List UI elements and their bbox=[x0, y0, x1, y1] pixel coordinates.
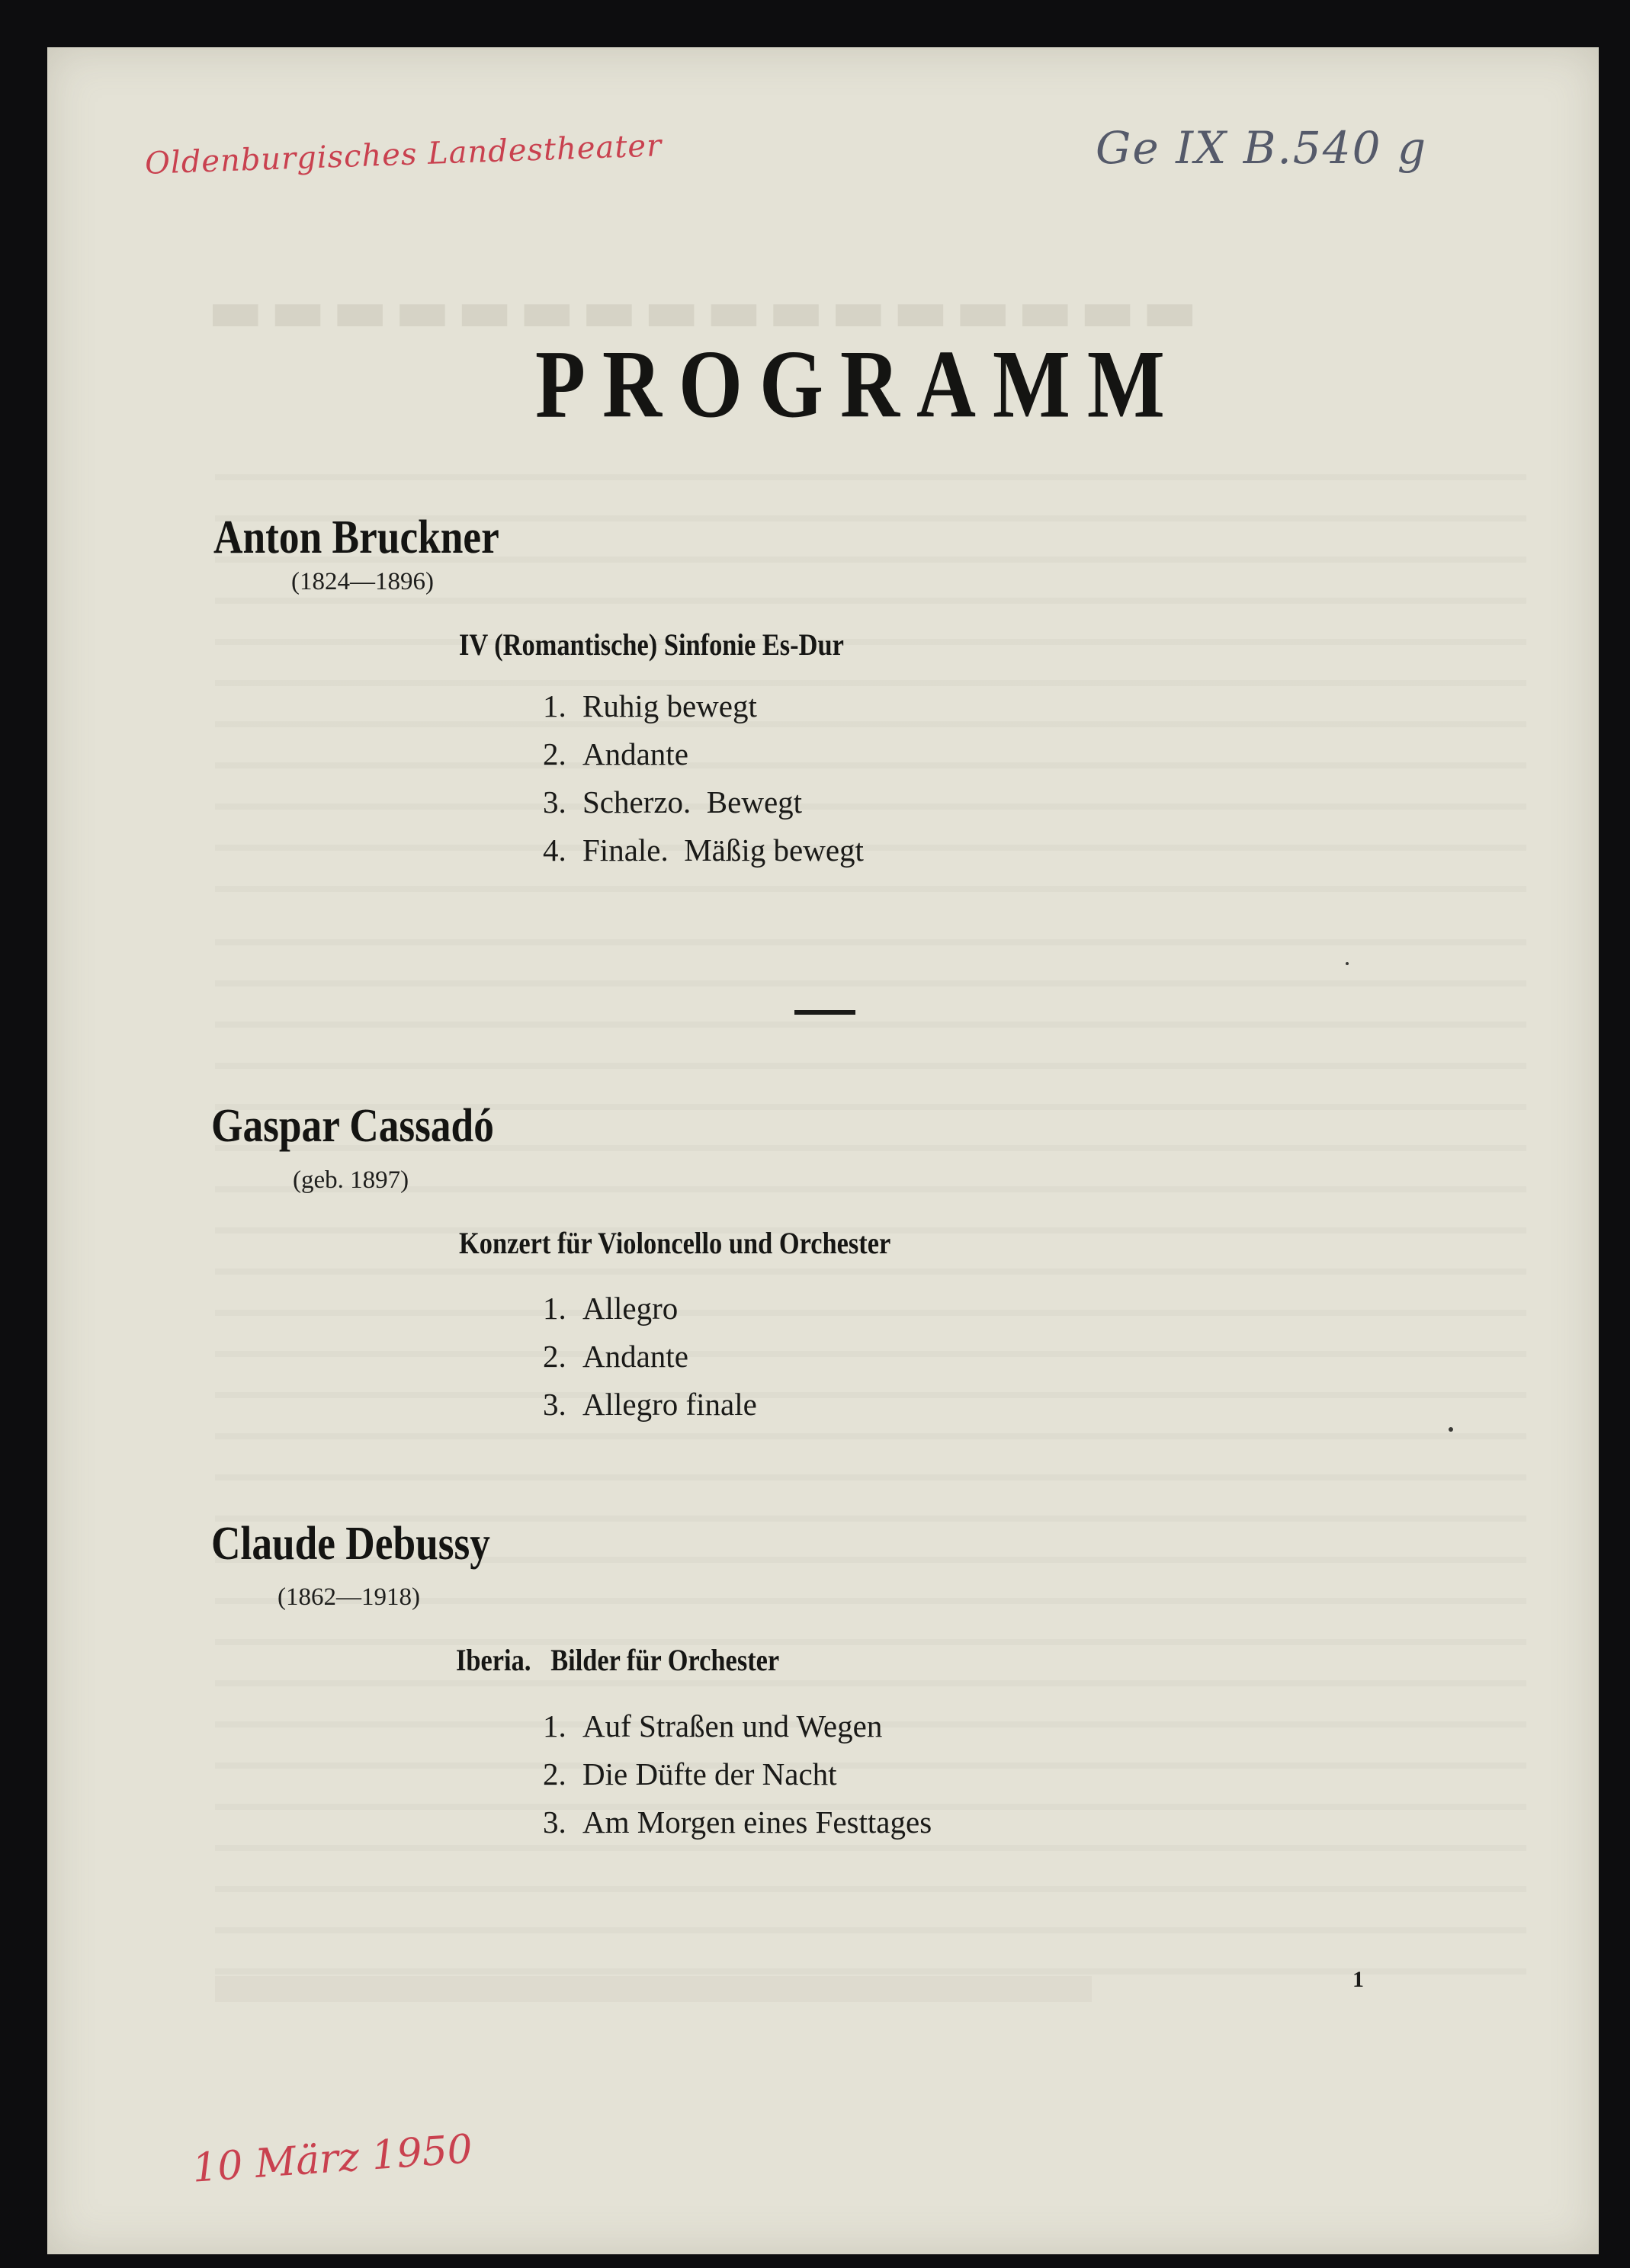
work-title: IV (Romantische) Sinfonie Es-Dur bbox=[459, 627, 844, 662]
movement-name: Auf Straßen und Wegen bbox=[582, 1708, 883, 1744]
movement-name: Andante bbox=[582, 736, 688, 772]
movement-number: 3. bbox=[543, 1387, 566, 1422]
movement-name: Allegro bbox=[582, 1291, 679, 1326]
paper-speck bbox=[1449, 1427, 1453, 1432]
movement-number: 1. bbox=[543, 1708, 566, 1744]
movement-item bbox=[543, 736, 688, 772]
movement-name: Scherzo. Bewegt bbox=[582, 784, 803, 820]
movement-item bbox=[543, 1338, 688, 1375]
movement-item bbox=[543, 1804, 932, 1840]
composer-name: Claude Debussy bbox=[211, 1518, 490, 1570]
movement-name: Die Düfte der Nacht bbox=[582, 1756, 837, 1792]
movement-item bbox=[543, 1290, 678, 1326]
paper-speck bbox=[1346, 962, 1349, 965]
movement-name: Allegro finale bbox=[582, 1387, 757, 1422]
composer-dates: (1862—1918) bbox=[278, 1583, 420, 1611]
composer-name: Anton Bruckner bbox=[213, 512, 499, 563]
reverse-side-bleed-footer bbox=[215, 1976, 1092, 2002]
movement-number: 2. bbox=[543, 736, 566, 772]
movement-number: 1. bbox=[543, 1291, 566, 1326]
movement-item bbox=[543, 832, 864, 868]
movement-number: 1. bbox=[543, 688, 566, 723]
movement-item bbox=[543, 784, 802, 820]
movement-item bbox=[543, 1756, 837, 1792]
composer-name: Gaspar Cassadó bbox=[211, 1100, 494, 1152]
handwritten-shelfmark: Ge IX B.540 g bbox=[1096, 122, 1428, 174]
movement-number: 4. bbox=[543, 832, 566, 868]
movement-item bbox=[543, 1708, 882, 1744]
movement-number: 3. bbox=[543, 784, 566, 820]
movement-number: 2. bbox=[543, 1339, 566, 1374]
movement-name: Finale. Mäßig bewegt bbox=[582, 832, 864, 868]
page-title: PROGRAMM bbox=[535, 331, 1182, 438]
movement-name: Ruhig bewegt bbox=[582, 688, 757, 723]
handwritten-date: 10 März 1950 bbox=[191, 2126, 474, 2192]
program-page bbox=[47, 47, 1599, 2254]
movement-name: Am Morgen eines Festtages bbox=[582, 1804, 932, 1840]
reverse-side-bleed-title: ▬▬▬▬▬▬▬▬▬▬▬▬▬▬▬▬ bbox=[207, 276, 1205, 345]
work-title: Iberia. Bilder für Orchester bbox=[456, 1643, 780, 1677]
movement-item bbox=[543, 688, 757, 724]
handwritten-note-theater: Oldenburgisches Landestheater bbox=[144, 128, 663, 181]
work-title: Konzert für Violoncello und Orchester bbox=[459, 1226, 891, 1260]
movement-number: 3. bbox=[543, 1804, 566, 1840]
composer-dates: (geb. 1897) bbox=[293, 1166, 409, 1194]
movement-name: Andante bbox=[582, 1339, 688, 1374]
section-divider bbox=[794, 1010, 855, 1015]
movement-item bbox=[543, 1386, 757, 1423]
composer-dates: (1824—1896) bbox=[291, 568, 434, 595]
movement-number: 2. bbox=[543, 1756, 566, 1792]
page-number: 1 bbox=[1352, 1967, 1364, 1992]
